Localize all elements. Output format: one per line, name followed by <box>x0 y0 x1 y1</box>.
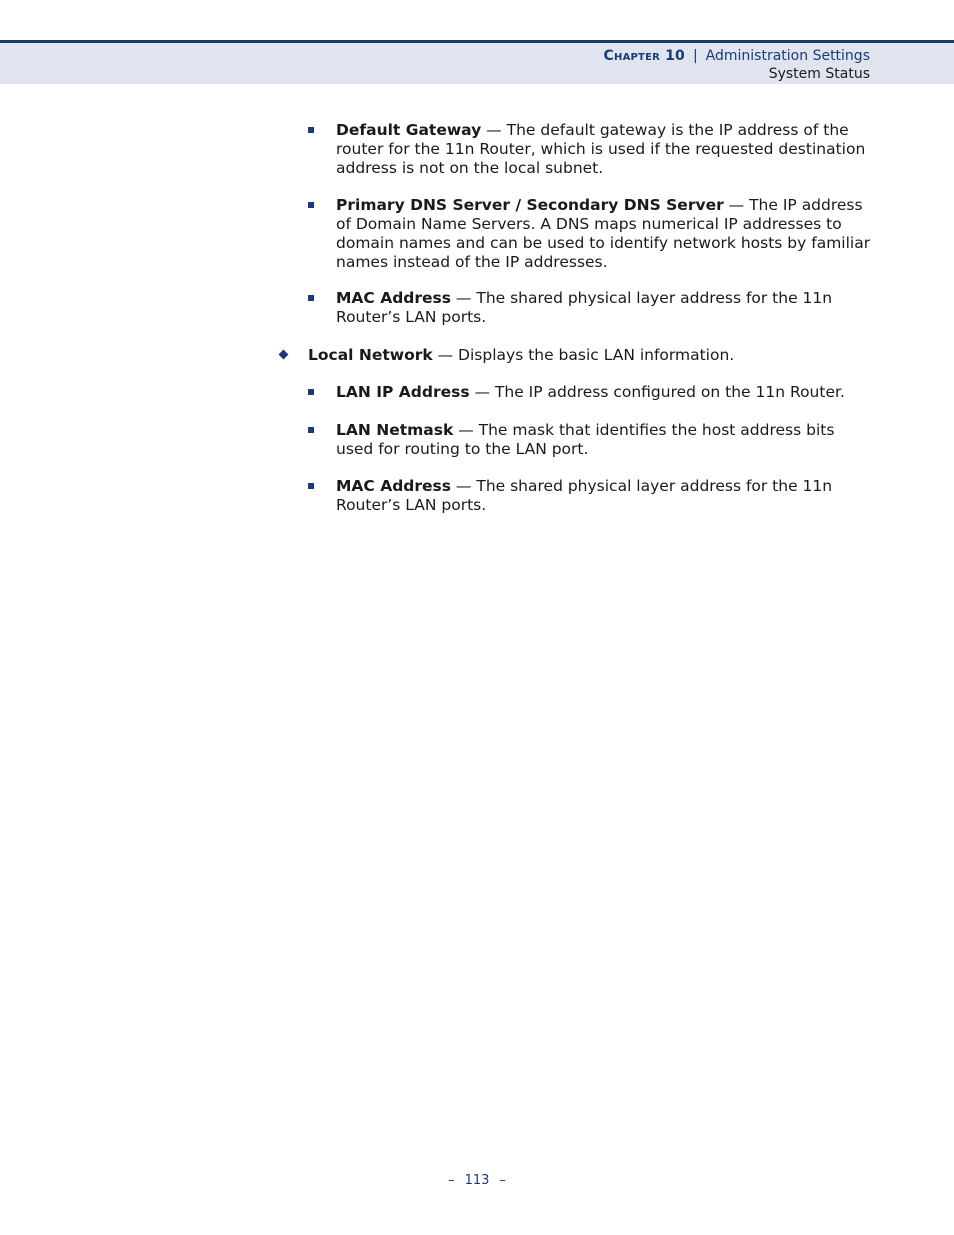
item-description: — The shared physical layer address for the 11n Router’s LAN ports. <box>336 477 833 514</box>
item-term: MAC Address <box>336 477 451 495</box>
square-bullet-icon <box>308 483 314 489</box>
list-item <box>336 196 872 272</box>
header-chapter-line <box>604 47 870 65</box>
list-item <box>336 477 872 515</box>
section-title: System Status <box>768 66 870 82</box>
running-header <box>0 40 954 84</box>
list-item <box>336 383 872 402</box>
item-description: — The IP address configured on the 11n Router. <box>469 383 845 401</box>
item-description: — The shared physical layer address for the 11n Router’s LAN ports. <box>336 289 833 326</box>
diamond-bullet-icon <box>279 350 289 360</box>
item-term: Local Network <box>308 346 433 364</box>
item-term: MAC Address <box>336 289 451 307</box>
footer-dash-left: – <box>448 1173 455 1188</box>
page-footer <box>0 1173 954 1188</box>
header-separator: | <box>692 48 698 64</box>
square-bullet-icon <box>308 202 314 208</box>
square-bullet-icon <box>308 389 314 395</box>
item-description: — Displays the basic LAN information. <box>432 346 735 364</box>
square-bullet-icon <box>308 427 314 433</box>
list-item <box>336 121 872 178</box>
item-description: — The mask that identifies the host address bits used for routing to the LAN port. <box>336 421 835 458</box>
item-term: LAN IP Address <box>336 383 470 401</box>
page-number: 113 <box>464 1173 490 1188</box>
item-term: LAN Netmask <box>336 421 454 439</box>
list-item <box>336 421 872 459</box>
item-description: — The IP address of Domain Name Servers. A DNS maps numerical IP addresses to domain names and can be used to identify network hosts by familiar names instead of the IP addresses. <box>336 196 871 271</box>
chapter-label: Chapter 10 <box>603 48 685 64</box>
footer-dash-right: – <box>499 1173 506 1188</box>
item-term: Default Gateway <box>336 121 482 139</box>
item-description: — The default gateway is the IP address of the router for the 11n Router, which is used if the requested destination address is not on the local subnet. <box>336 121 866 177</box>
list-item <box>336 289 872 327</box>
header-text-block <box>604 47 870 83</box>
item-term: Primary DNS Server / Secondary DNS Server <box>336 196 724 214</box>
chapter-title: Administration Settings <box>705 48 870 64</box>
square-bullet-icon <box>308 295 314 301</box>
list-item <box>308 346 868 365</box>
square-bullet-icon <box>308 127 314 133</box>
